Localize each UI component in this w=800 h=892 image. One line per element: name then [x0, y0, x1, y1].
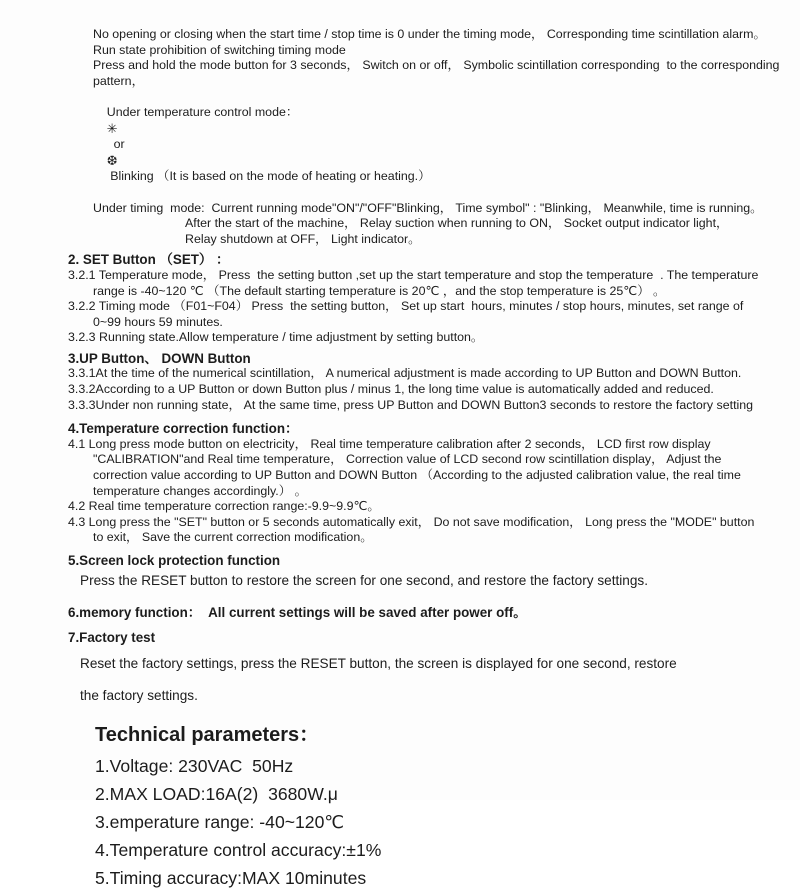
item-3-2-1-line2: range is -40~120 ℃ （The default starting temperature is 20℃ ，and the stop temperature is 25℃） 。 — [93, 283, 666, 298]
snowflake-icon: ❆ — [106, 152, 118, 168]
tech-param-timing-accuracy: 5.Timing accuracy:MAX 10minutes — [95, 868, 367, 889]
item-3-2-1-line1: 3.2.1 Temperature mode， Press the setting button ,set up the start temperature and stop the temperature . The temperature — [68, 267, 759, 282]
item-4-1-line4: temperature changes accordingly.） 。 — [93, 483, 307, 498]
intro-line-timing-mode: Under timing mode: Current running mode"ON"/"OFF"Blinking， Time symbol" : "Blinking， Meanwhile, time is running。 — [93, 200, 763, 215]
intro-line-relay-shutdown: Relay shutdown at OFF， Light indicator。 — [185, 231, 421, 246]
factory-test-body-line2: the factory settings. — [80, 688, 198, 704]
heading-factory-test: 7.Factory test — [68, 629, 156, 645]
item-4-2: 4.2 Real time temperature correction range:-9.9~9.9℃。 — [68, 499, 380, 514]
screen-lock-body: Press the RESET button to restore the screen for one second, and restore the factory settings. — [80, 572, 648, 588]
intro-line-timing-alarm: No opening or closing when the start time / stop time is 0 under the timing mode， Corresponding time scintillation alarm。 — [93, 27, 766, 41]
intro-line-run-state: Run state prohibition of switching timing mode — [93, 42, 346, 57]
heading-set-button: 2. SET Button （SET） ： — [68, 252, 230, 268]
temp-mode-text-pre: Under temperature control mode： — [106, 104, 302, 119]
item-3-3-1: 3.3.1At the time of the numerical scintillation， A numerical adjustment is made according to UP Button and DOWN Button. — [68, 366, 742, 381]
intro-line-temp-control-mode — [93, 89, 740, 200]
item-3-3-3: 3.3.3Under non running state， At the same time, press UP Button and DOWN Button3 seconds to restore the factory setting — [68, 397, 754, 412]
heading-technical-parameters: Technical parameters： — [95, 724, 320, 747]
temp-mode-text-post: Blinking （It is based on the mode of heating or heating.） — [106, 169, 431, 184]
sun-burst-icon: ✳ — [106, 120, 118, 136]
heading-up-down-button: 3.UP Button、 DOWN Button — [68, 350, 251, 366]
tech-param-temp-range: 3.emperature range: -40~120℃ — [95, 812, 345, 833]
item-3-3-2: 3.3.2According to a UP Button or down Button plus / minus 1, the long time value is automatically added and reduced. — [68, 382, 714, 397]
temp-mode-text-or: or — [106, 137, 132, 152]
item-4-3-line2: to exit， Save the current correction modification。 — [93, 530, 373, 545]
technical-parameters-list — [68, 752, 740, 892]
tech-param-max-load: 2.MAX LOAD:16A(2) 3680W.μ — [95, 784, 338, 805]
tech-param-control-accuracy: 4.Temperature control accuracy:±1% — [95, 840, 382, 861]
heading-memory-function: 6.memory function： All current settings will be saved after power off。 — [68, 605, 527, 621]
heading-screen-lock: 5.Screen lock protection function — [68, 553, 281, 568]
item-4-3-line1: 4.3 Long press the "SET" button or 5 seconds automatically exit， Do not save modification， Long press the "MODE" button — [68, 514, 755, 529]
intro-line-relay-suction: After the start of the machine， Relay suction when running to ON， Socket output indicator light， — [185, 216, 729, 231]
item-4-1-line1: 4.1 Long press mode button on electricity， Real time temperature calibration after 2 seconds， LCD first row display — [68, 436, 711, 451]
heading-temp-correction: 4.Temperature correction function： — [68, 421, 299, 437]
item-3-2-3: 3.2.3 Running state.Allow temperature / time adjustment by setting button。 — [68, 330, 484, 345]
intro-line-mode-hold: Press and hold the mode button for 3 seconds， Switch on or off， Symbolic scintillation corresponding to the corresponding — [93, 58, 780, 73]
item-4-1-line3: correction value according to UP Button and DOWN Button （According to the adjusted calibration value, the real time — [93, 468, 741, 483]
item-3-2-2-line1: 3.2.2 Timing mode （F01~F04） Press the setting button， Set up start hours, minutes / stop hours, minutes, set range of — [68, 299, 744, 314]
tech-param-voltage: 1.Voltage: 230VAC 50Hz — [95, 756, 294, 777]
factory-test-body-line1: Reset the factory settings, press the RESET button, the screen is displayed for one second, restore — [80, 656, 677, 672]
item-4-1-line2: "CALIBRATION"and Real time temperature， Correction value of LCD second row scintillation display， Adjust the — [93, 452, 722, 467]
item-3-2-2-line2: 0~99 hours 59 minutes. — [93, 314, 223, 329]
intro-line-pattern: pattern， — [93, 73, 144, 88]
